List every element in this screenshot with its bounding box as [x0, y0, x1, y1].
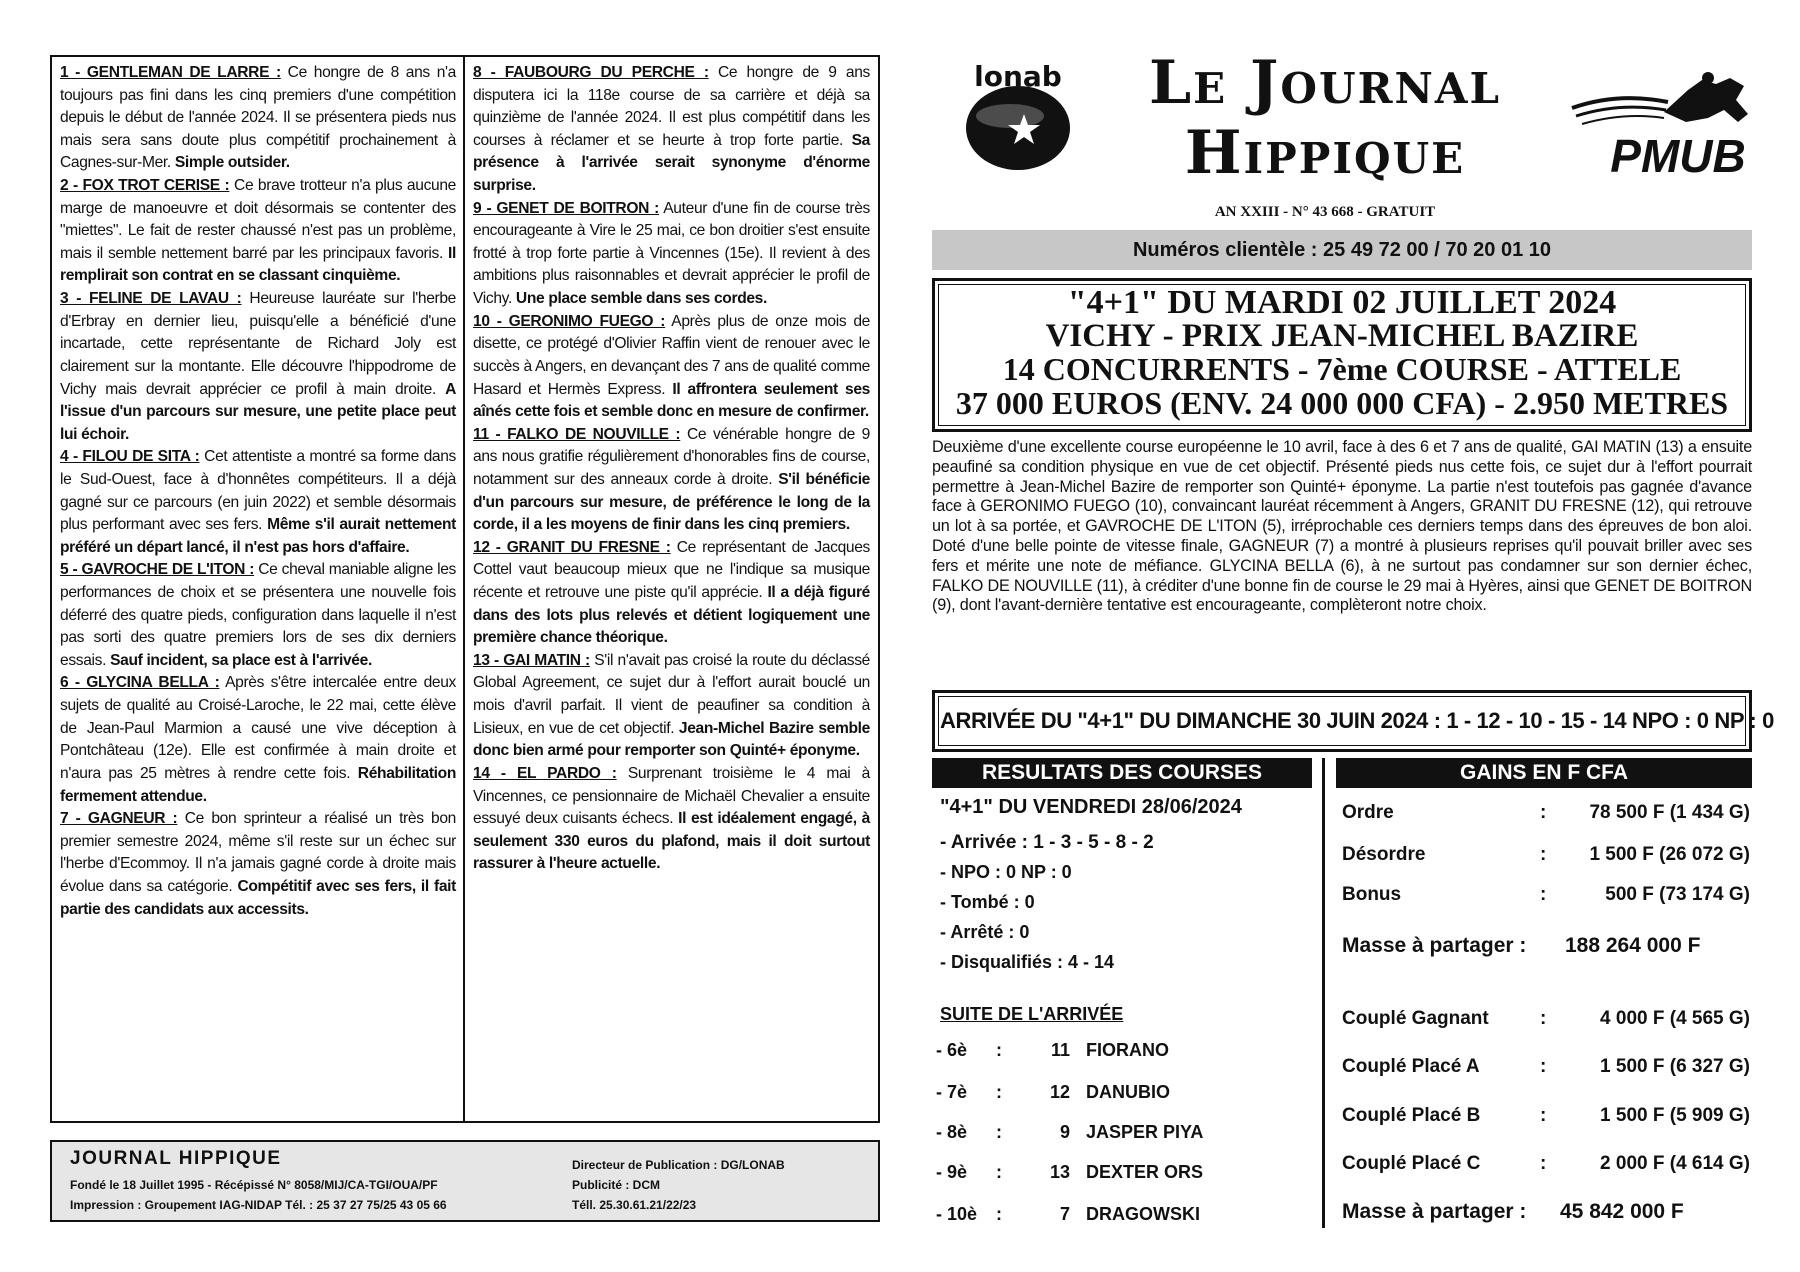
entry-12: 12 - GRANIT DU FRESNE : Ce représentant de Jacques Cottel vaut beaucoup mieux que ne l'indique sa musique récente et retrouve une piste qu'il apprécie. Il a déjà figuré dans des lots plus relevés et détient logiquement une première chance théorique. — [473, 538, 871, 647]
gain-couple-place-c-label: Couplé Placé C — [1342, 1153, 1481, 1174]
gain-desordre-sep: : — [1540, 844, 1547, 865]
entry-2: 2 - FOX TROT CERISE : Ce brave trotteur n'a plus aucune marge de manoeuvre et doit désormais se contenter des "miettes". Le fait de rester chaussé n'est pas un problème, mais il semble nettement barré par les principaux favoris. Il remplirait son contrat en se classant cinquième. — [60, 177, 456, 285]
entry-7: 7 - GAGNEUR : Ce bon sprinteur a réalisé un très bon premier semestre 2024, même s'il reste sur un échec sur l'herbe d'Ecommoy. Il n'a jamais gagné corde à droite mais évolue dans sa catégorie. Compétitif avec ses fers, il fait partie des candidats aux accessits. — [60, 810, 456, 918]
gain-ordre-sep: : — [1540, 802, 1547, 823]
entry-5: 5 - GAVROCHE DE L'ITON : Ce cheval maniable aligne les performances de choix et se présentera une nouvelle fois déferré des quatre pieds, configuration dans laquelle il n'est pas sorti des quatre premiers lors de ses dix derniers essais. Sauf incident, sa place est à l'arrivée. — [60, 561, 456, 669]
result-arrival: - Arrivée : 1 - 3 - 5 - 8 - 2 — [940, 832, 1154, 853]
gain-couple-place-c-sep: : — [1540, 1153, 1547, 1174]
gain-ordre-value: 78 500 F (1 434 G) — [1589, 802, 1750, 823]
race-purse: 37 000 EUROS (ENV. 24 000 000 CFA) - 2.950 METRES — [955, 385, 1729, 421]
entry-10: 10 - GERONIMO FUEGO : Après plus de onze mois de disette, ce protégé d'Olivier Raffin vient de renouer avec le succès à Angers, en devançant des 7 ans de qualité comme Hasard et Hermès Express. Il affrontera seulement ses aînés cette fois et semble donc en mesure de confirmer. — [473, 312, 870, 421]
imprint-founded: Fondé le 18 Juillet 1995 - Récépissé N° 8058/MIJ/CA-TGI/OUA/PF — [70, 1178, 438, 1192]
customer-numbers: Numéros clientèle : 25 49 72 00 / 70 20 01 10 — [932, 230, 1752, 270]
lonab-wordmark: lonab — [974, 62, 1062, 93]
gain-couple-gagnant-value: 4 000 F (4 565 G) — [1600, 1008, 1750, 1029]
pmub-wordmark: PMUB — [1610, 130, 1746, 182]
entry-14: 14 - EL PARDO : Surprenant troisième le 4 mai à Vincennes, ce pensionnaire de Michaël Chevalier a ensuite essuyé deux cuisants échecs. Il est idéalement engagé, à seulement 330 euros du plafond, mais il doit surtout rassurer à l'heure actuelle. — [473, 764, 870, 873]
results-subtitle: "4+1" DU VENDREDI 28/06/2024 — [940, 796, 1242, 818]
result-disqualified: - Disqualifiés : 4 - 14 — [940, 952, 1115, 972]
gains-header: GAINS EN F CFA — [1336, 758, 1752, 788]
gain-couple-place-a-sep: : — [1540, 1056, 1547, 1077]
entries-column-2 — [473, 62, 870, 876]
journal-title-line-2: Hippique — [1184, 118, 1466, 188]
imprint-title: JOURNAL HIPPIQUE — [70, 1148, 282, 1169]
race-title: "4+1" DU MARDI 02 JUILLET 2024 — [1067, 284, 1617, 321]
entry-8: 8 - FAUBOURG DU PERCHE : Ce hongre de 9 ans disputera ici la 118e course de sa carrière et déjà sa quinzième de l'année 2024. Il est plus compétitif dans les courses à réclamer et se heurte à trop forte partie. Sa présence à l'arrivée serait synonyme d'énorme surprise. — [473, 64, 870, 195]
results-header: RESULTATS DES COURSES — [932, 758, 1312, 788]
gain-couple-place-b-sep: : — [1540, 1105, 1547, 1126]
entries-column-1 — [60, 62, 456, 921]
gain-masse-1-value: 188 264 000 F — [1565, 934, 1701, 957]
gain-desordre-label: Désordre — [1342, 844, 1426, 865]
gain-bonus-value: 500 F (73 174 G) — [1605, 884, 1750, 905]
gain-desordre-value: 1 500 F (26 072 G) — [1589, 844, 1750, 865]
gain-couple-gagnant-label: Couplé Gagnant — [1342, 1008, 1489, 1029]
imprint-director: Directeur de Publication : DG/LONAB — [572, 1158, 785, 1172]
suite-title: SUITE DE L'ARRIVÉE — [940, 1004, 1124, 1024]
lonab-logo — [962, 62, 1074, 174]
journal-title-line-1: Le Journal — [1148, 48, 1502, 118]
imprint-printing: Impression : Groupement IAG-NIDAP Tél. : 25 37 27 75/25 43 05 66 — [70, 1198, 447, 1212]
gain-bonus-label: Bonus — [1342, 884, 1402, 905]
gain-couple-gagnant-sep: : — [1540, 1008, 1547, 1029]
imprint-advertising: Publicité : DCM — [572, 1178, 661, 1192]
race-runners: 14 CONCURRENTS - 7ème COURSE - ATTELE — [1002, 351, 1682, 387]
gain-couple-place-b-label: Couplé Placé B — [1342, 1105, 1481, 1126]
entry-6: 6 - GLYCINA BELLA : Après s'être intercalée entre deux sujets de qualité au Croisé-Laroche, le 22 mai, cette élève de Jean-Paul Marmion a causé une vive déception à Pontchâteau (12e). Elle est confirmée à main droite et n'aura pas 25 mètres à rendre cette fois. Réhabilitation fermement attendue. — [60, 674, 457, 805]
gain-ordre-label: Ordre — [1342, 802, 1394, 823]
entry-4: 4 - FILOU DE SITA : Cet attentiste a montré sa forme dans le Sud-Ouest, face à d'honnêtes compétiteurs. Il a déjà gagné sur ce parcours (en juin 2022) et semble désormais plus performant avec ses fers. Même s'il aurait nettement préféré un départ lancé, il n'est pas hors d'affaire. — [60, 448, 456, 556]
gain-couple-place-a-value: 1 500 F (6 327 G) — [1600, 1056, 1750, 1077]
gain-masse-1-label: Masse à partager : — [1342, 934, 1527, 957]
entry-9: 9 - GENET DE BOITRON : Auteur d'une fin de course très encourageante à Vire le 25 mai, ce bon droitier s'est ensuite frotté à trop forte partie à Vincennes (15e). Il revient à des ambitions plus raisonnables et devrait apprécier le profil de Vichy. Une place semble dans ses cordes. — [473, 199, 870, 308]
journal-title — [1095, 48, 1555, 188]
race-analysis: Deuxième d'une excellente course européenne le 10 avril, face à des 6 et 7 ans de qualité, GAI MATIN (13) a ensuite peaufiné sa condition physique en vue de cet objectif. Présenté pieds nus cette fois, ce sujet dur à l'effort pourrait permettre à Jean-Michel Bazire de remporter son Quinté+ éponyme. La partie n'est toutefois pas gagnée d'avance face à GERONIMO FUEGO (10), convaincant lauréat récemment à Angers, GRANIT DU FRESNE (12), qui retrouve un lot à sa portée, et GAVROCHE DE L'ITON (5), irréprochable ces derniers temps dans des épreuves de bon aloi. Doté d'une belle pointe de vitesse finale, GAGNEUR (7) a montré à plusieurs reprises qu'il pouvait briller avec ses fers et mérite une note de méfiance. GLYCINA BELLA (6), à ne surtout pas condamner sur son dernier échec, FALKO DE NOUVILLE (11), à créditer d'une bonne fin de course le 29 mai à Hyères, ainsi que GENET DE BOITRON (9), dont l'avant-dernière tentative est encourageante, complèteront notre choix. — [932, 438, 1752, 615]
edition-number: AN XXIII - N° 43 668 - GRATUIT — [1214, 204, 1436, 220]
previous-arrival: ARRIVÉE DU "4+1" DU DIMANCHE 30 JUIN 2024 : 1 - 12 - 10 - 15 - 14 NPO : 0 NP : 0 — [940, 708, 1774, 733]
race-venue: VICHY - PRIX JEAN-MICHEL BAZIRE — [1045, 318, 1639, 354]
result-npo: - NPO : 0 NP : 0 — [940, 862, 1072, 882]
pmub-logo — [1568, 70, 1768, 190]
entry-13: 13 - GAI MATIN : S'il n'avait pas croisé la route du déclassé Global Agreement, ce sujet dur à l'effort aurait bouclé un mois d'avril parfait. Il vient de peaufiner sa condition à Lisieux, en vue de cet objectif. Jean-Michel Bazire semble donc bien armé pour remporter son Quinté+ éponyme. — [473, 651, 870, 760]
imprint-phone: Téll. 25.30.61.21/22/23 — [572, 1198, 697, 1212]
column-divider — [463, 55, 465, 1123]
entry-11: 11 - FALKO DE NOUVILLE : Ce vénérable hongre de 9 ans nous gratifie régulièrement d'honorables fins de course, notamment sur des anneaux corde à droite. S'il bénéficie d'un parcours sur mesure, de préférence le long de la corde, il a les moyens de finir dans les cinq premiers. — [473, 425, 870, 534]
result-fallen: - Tombé : 0 — [940, 892, 1035, 912]
imprint-box — [50, 1140, 880, 1222]
gain-couple-place-b-value: 1 500 F (5 909 G) — [1600, 1105, 1750, 1126]
gain-couple-place-c-value: 2 000 F (4 614 G) — [1600, 1153, 1750, 1174]
entry-3: 3 - FELINE DE LAVAU : Heureuse lauréate sur l'herbe d'Erbray en dernier lieu, puisqu'elle a bénéficié d'une incartade, cette représentante de Richard Joly est clairement sur la montante. Elle découvre l'hippodrome de Vichy mais devrait apprécier ce profil à main droite. A l'issue d'un parcours sur mesure, une petite place peut lui échoir. — [60, 290, 456, 443]
entry-1: 1 - GENTLEMAN DE LARRE : Ce hongre de 8 ans n'a toujours pas fini dans les cinq premiers d'une compétition depuis le début de l'année 2024. Il se présentera pieds nus mais sera sans doute plus compétitif prochainement à Cagnes-sur-Mer. Simple outsider. — [60, 64, 456, 172]
gain-masse-2-label: Masse à partager : — [1342, 1200, 1527, 1223]
gain-bonus-sep: : — [1540, 884, 1547, 905]
results-divider — [1322, 758, 1325, 1228]
result-stopped: - Arrêté : 0 — [940, 922, 1030, 942]
gain-couple-place-a-label: Couplé Placé A — [1342, 1056, 1480, 1077]
gain-masse-2-value: 45 842 000 F — [1560, 1200, 1684, 1223]
